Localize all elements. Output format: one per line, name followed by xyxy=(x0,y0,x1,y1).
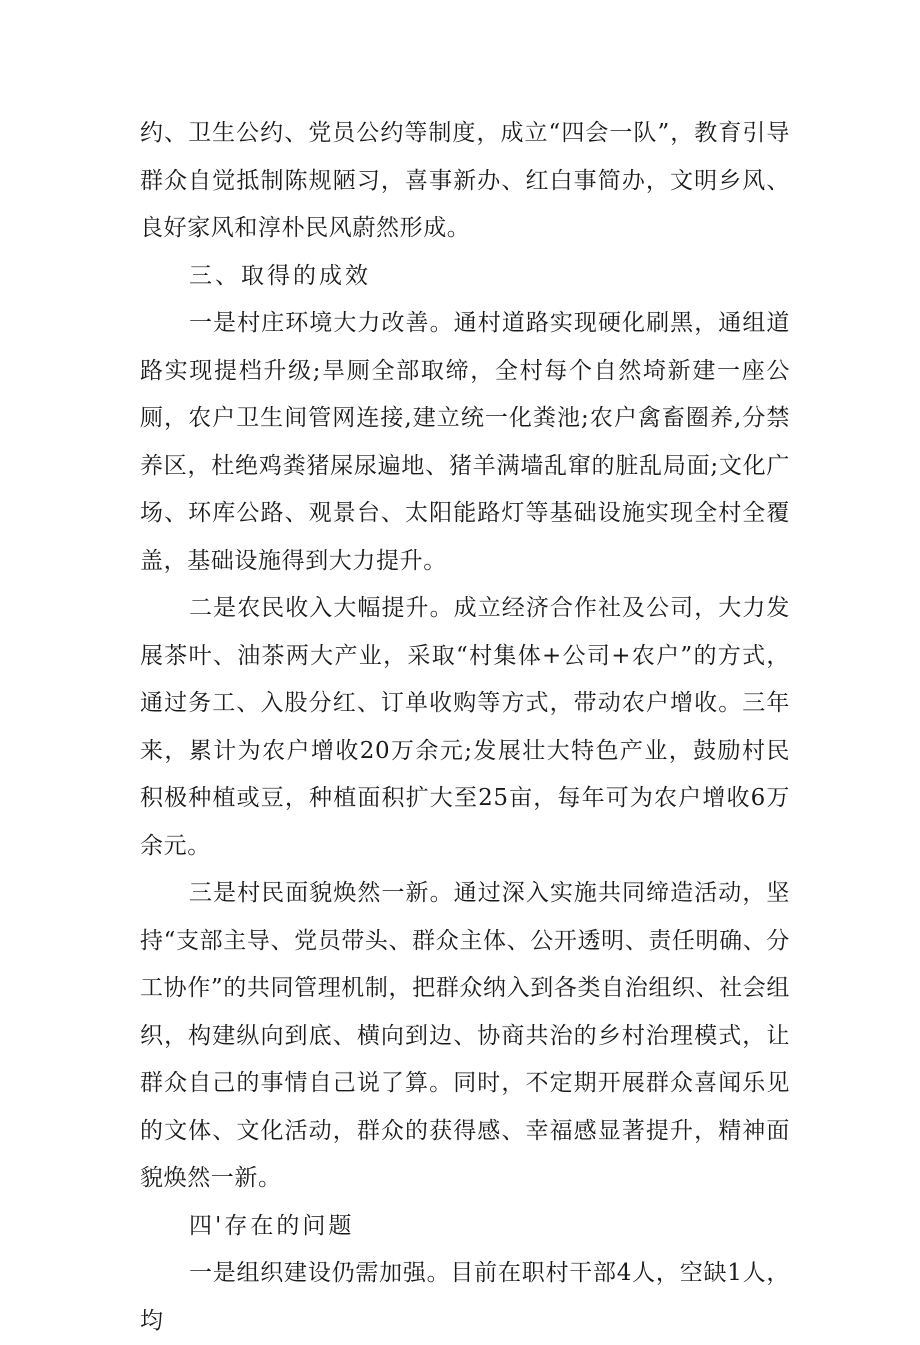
section-heading-results: 三、取得的成效 xyxy=(189,262,371,289)
paragraph-villagers: 三是村民面貌焕然一新。通过深入实施共同缔造活动，坚持“支部主导、党员带头、群众主体、公开透明、责任明确、分工协作”的共同管理机制，把群众纳入到各类自治组织、社会组织，构建纵向到底、横向到边、协商共治的乡村治理模式，让群众自己的事情自己说了算。同时，不定期开展群众喜闻乐见的文体、文化活动，群众的获得感、幸福感显著提升，精神面貌焕然一新。 xyxy=(140,880,790,1191)
paragraph-continuation: 约、卫生公约、党员公约等制度，成立“四会一队”，教育引导群众自觉抵制陈规陋习，喜事新办、红白事简办，文明乡风、良好家风和淳朴民风蔚然形成。 xyxy=(140,120,790,241)
document-body xyxy=(140,110,790,1345)
paragraph-income: 二是农民收入大幅提升。成立经济合作社及公司，大力发展茶叶、油茶两大产业，采取“村集体+公司+农户”的方式，通过务工、入股分红、订单收购等方式，带动农户增收。三年来，累计为农户增收20万余元;发展壮大特色产业，鼓励村民积极种植或豆，种植面积扩大至25亩，每年可为农户增收6万余元。 xyxy=(140,595,790,859)
paragraph-environment: 一是村庄环境大力改善。通村道路实现硬化刷黑，通组道路实现提档升级;旱厕全部取缔，全村每个自然埼新建一座公厕，农户卫生间管网连接,建立统一化粪池;农户禽畜圈养,分禁养区，杜绝鸡粪猪屎尿遍地、猪羊满墙乱窜的脏乱局面;文化广场、环库公路、观景台、太阳能路灯等基础设施实现全村全覆盖，基础设施得到大力提升。 xyxy=(140,310,790,574)
section-heading-problems: 四'存在的问题 xyxy=(189,1212,355,1239)
paragraph-organization: 一是组织建设仍需加强。目前在职村干部4人，空缺1人，均 xyxy=(140,1260,790,1334)
